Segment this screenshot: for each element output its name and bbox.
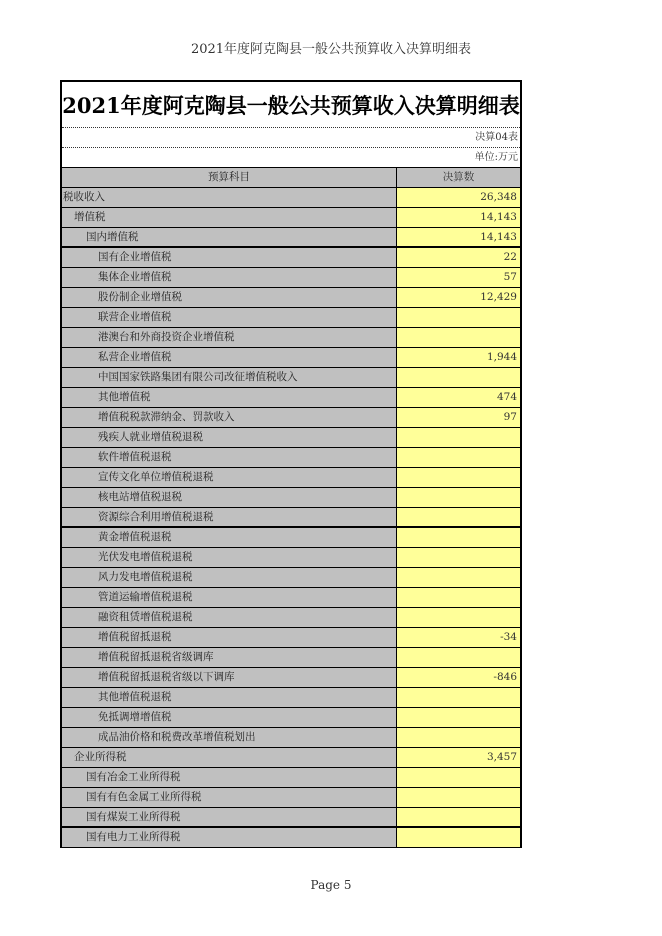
row-item-name: 企业所得税 — [62, 748, 397, 767]
row-item-name: 中国国家铁路集团有限公司改征增值税收入 — [62, 368, 397, 387]
row-item-name: 其他增值税退税 — [62, 688, 397, 707]
row-item-name: 国有企业增值税 — [62, 248, 397, 267]
row-item-value[interactable] — [397, 508, 520, 526]
table-row — [62, 528, 520, 548]
column-header-item: 预算科目 — [62, 168, 397, 187]
page-footer: Page 5 — [310, 878, 352, 892]
table-row — [62, 288, 520, 308]
row-item-name: 国有电力工业所得税 — [62, 828, 397, 847]
row-item-value[interactable] — [397, 648, 520, 667]
table-row — [62, 568, 520, 588]
table-body — [62, 188, 520, 848]
row-item-value[interactable] — [397, 828, 520, 847]
table-row — [62, 208, 520, 228]
table-row — [62, 268, 520, 288]
row-item-name: 私营企业增值税 — [62, 348, 397, 367]
page-header: 2021年度阿克陶县一般公共预算收入决算明细表 — [190, 42, 472, 57]
table-row — [62, 328, 520, 348]
table-row — [62, 608, 520, 628]
table-row — [62, 808, 520, 828]
table-row — [62, 788, 520, 808]
table-row — [62, 388, 520, 408]
row-item-value[interactable]: 26,348 — [397, 188, 520, 207]
table-code: 决算04表 — [62, 128, 520, 148]
row-item-value[interactable] — [397, 548, 520, 567]
row-item-value[interactable]: 474 — [397, 388, 520, 407]
row-item-name: 增值税税款滞纳金、罚款收入 — [62, 408, 397, 427]
table-row — [62, 588, 520, 608]
table-row — [62, 408, 520, 428]
row-item-value[interactable] — [397, 308, 520, 327]
row-item-name: 残疾人就业增值税退税 — [62, 428, 397, 447]
row-item-name: 增值税 — [62, 208, 397, 227]
row-item-name: 宣传文化单位增值税退税 — [62, 468, 397, 487]
row-item-name: 增值税留抵退税 — [62, 628, 397, 647]
row-item-value[interactable]: -846 — [397, 668, 520, 687]
table-row — [62, 628, 520, 648]
row-item-value[interactable] — [397, 488, 520, 507]
table-row — [62, 648, 520, 668]
row-item-value[interactable]: 14,143 — [397, 208, 520, 227]
row-item-value[interactable]: -34 — [397, 628, 520, 647]
row-item-name: 增值税留抵退税省级调库 — [62, 648, 397, 667]
row-item-value[interactable] — [397, 528, 520, 547]
row-item-name: 集体企业增值税 — [62, 268, 397, 287]
row-item-value[interactable] — [397, 768, 520, 787]
row-item-value[interactable] — [397, 608, 520, 627]
table-header-row — [62, 168, 520, 188]
row-item-name: 国内增值税 — [62, 228, 397, 246]
row-item-value[interactable] — [397, 448, 520, 467]
table-row — [62, 368, 520, 388]
table-row — [62, 428, 520, 448]
row-item-value[interactable] — [397, 328, 520, 347]
unit-label: 单位:万元 — [62, 148, 520, 168]
row-item-value[interactable] — [397, 808, 520, 826]
row-item-name: 国有冶金工业所得税 — [62, 768, 397, 787]
row-item-name: 股份制企业增值税 — [62, 288, 397, 307]
row-item-value[interactable] — [397, 588, 520, 607]
table-row — [62, 688, 520, 708]
table-row — [62, 248, 520, 268]
row-item-value[interactable] — [397, 568, 520, 587]
sheet-title: 2021年度阿克陶县一般公共预算收入决算明细表 — [62, 82, 520, 128]
row-item-name: 成品油价格和税费改革增值税划出 — [62, 728, 397, 747]
budget-sheet — [60, 80, 522, 848]
row-item-value[interactable]: 22 — [397, 248, 520, 267]
table-row — [62, 748, 520, 768]
table-row — [62, 228, 520, 248]
table-row — [62, 668, 520, 688]
row-item-value[interactable] — [397, 708, 520, 727]
row-item-value[interactable]: 1,944 — [397, 348, 520, 367]
row-item-name: 其他增值税 — [62, 388, 397, 407]
row-item-name: 增值税留抵退税省级以下调库 — [62, 668, 397, 687]
row-item-name: 税收收入 — [62, 188, 397, 207]
row-item-name: 核电站增值税退税 — [62, 488, 397, 507]
row-item-value[interactable] — [397, 688, 520, 707]
table-row — [62, 508, 520, 528]
row-item-name: 国有有色金属工业所得税 — [62, 788, 397, 807]
table-row — [62, 348, 520, 368]
row-item-value[interactable] — [397, 788, 520, 807]
row-item-value[interactable] — [397, 428, 520, 447]
row-item-name: 联营企业增值税 — [62, 308, 397, 327]
row-item-name: 黄金增值税退税 — [62, 528, 397, 547]
row-item-name: 免抵调增增值税 — [62, 708, 397, 727]
table-row — [62, 548, 520, 568]
table-row — [62, 448, 520, 468]
row-item-name: 国有煤炭工业所得税 — [62, 808, 397, 826]
row-item-value[interactable]: 57 — [397, 268, 520, 287]
table-row — [62, 308, 520, 328]
row-item-value[interactable]: 12,429 — [397, 288, 520, 307]
table-row — [62, 488, 520, 508]
row-item-value[interactable]: 14,143 — [397, 228, 520, 246]
table-row — [62, 188, 520, 208]
row-item-name: 光伏发电增值税退税 — [62, 548, 397, 567]
row-item-value[interactable] — [397, 728, 520, 747]
table-row — [62, 728, 520, 748]
row-item-value[interactable]: 97 — [397, 408, 520, 427]
row-item-name: 风力发电增值税退税 — [62, 568, 397, 587]
row-item-name: 港澳台和外商投资企业增值税 — [62, 328, 397, 347]
row-item-name: 管道运输增值税退税 — [62, 588, 397, 607]
row-item-name: 资源综合利用增值税退税 — [62, 508, 397, 526]
table-row — [62, 708, 520, 728]
table-row — [62, 468, 520, 488]
table-row — [62, 828, 520, 848]
row-item-value[interactable] — [397, 368, 520, 387]
row-item-value[interactable] — [397, 468, 520, 487]
row-item-value[interactable]: 3,457 — [397, 748, 520, 767]
table-row — [62, 768, 520, 788]
row-item-name: 软件增值税退税 — [62, 448, 397, 467]
column-header-value: 决算数 — [397, 168, 520, 187]
row-item-name: 融资租赁增值税退税 — [62, 608, 397, 627]
